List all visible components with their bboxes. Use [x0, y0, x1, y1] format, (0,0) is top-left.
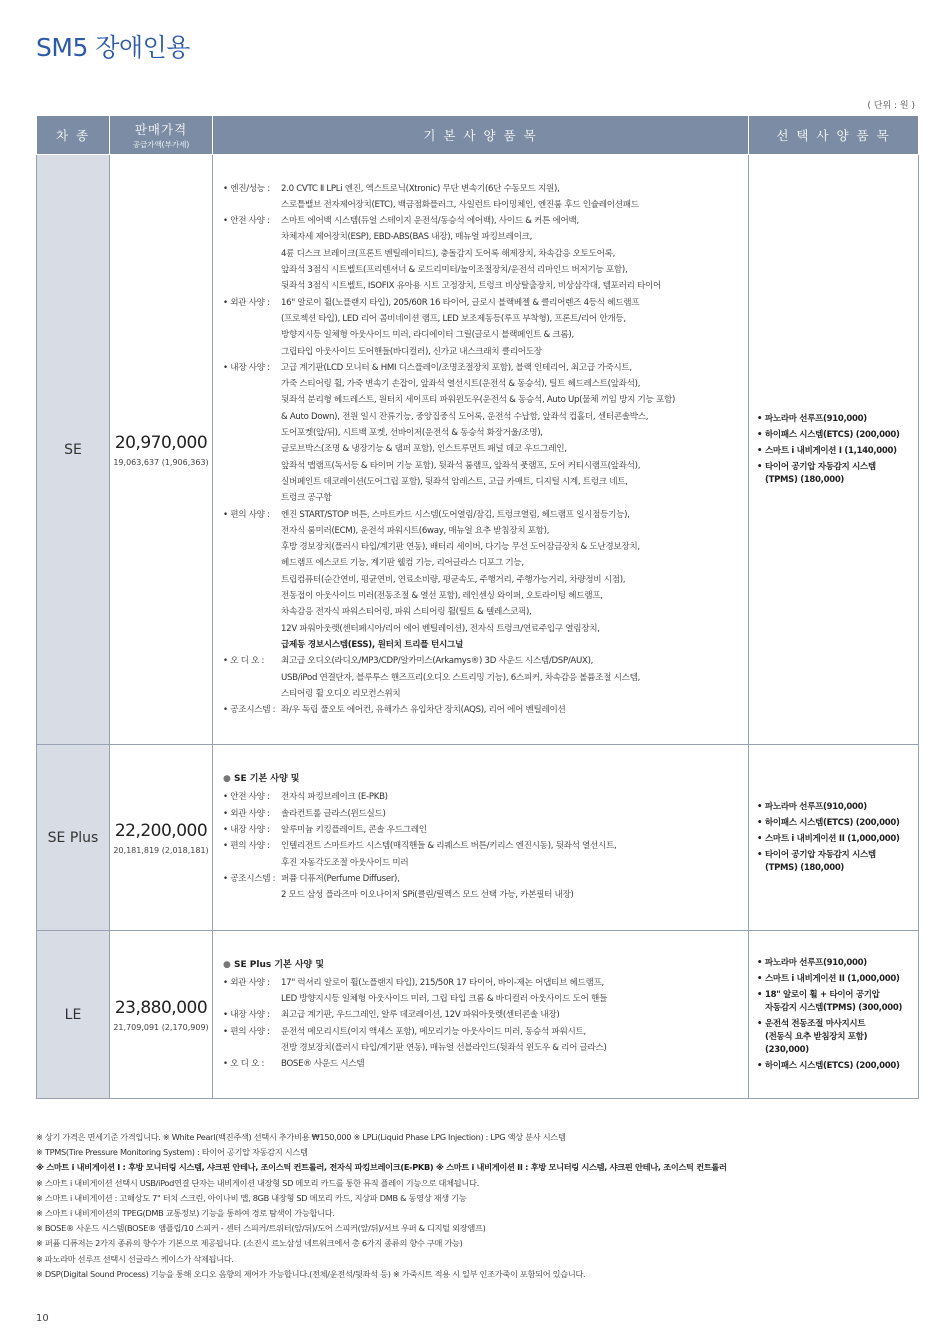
basic-spec-cell [213, 931, 749, 1099]
spec-group [223, 822, 740, 838]
spec-line: 고급 계기판(LCD 모니터 & HMI 디스플레이/조명조절장치 포함), 블랙 인테리어, 최고급 가죽시트, [281, 362, 632, 373]
spec-line: 차속감응 전자식 파워스티어링, 파워 스티어링 휠(틸트 & 텔레스코픽), [281, 607, 532, 618]
sale-price: 22,200,000 [114, 820, 208, 841]
option-item [757, 817, 912, 830]
footnote: ※ 상기 가격은 면세기준 가격입니다. ※ White Pearl(백진주색) 선택시 추가비용 ₩150,000 ※ LPLi(Liquid Phase LPG Injection) : LPG 액상 분사 시스템 [36, 1132, 566, 1142]
option-line: (TPMS) (180,000) [765, 474, 845, 485]
spec-line: 방향지시등 일체형 아웃사이드 미러, 라디에이터 그릴(글로시 블랙페인트 & 크롬), [281, 330, 574, 341]
basic-heading [223, 957, 740, 974]
option-line: • 스마트 i 내비게이션 I (1,140,000) [765, 445, 897, 456]
spec-line: 퍼퓸 디퓨저(Perfume Diffuser), [281, 873, 400, 884]
spec-line: 앞좌석 맵램프(독서등 & 타이머 기능 포함), 뒷좌석 룸램프, 앞좌석 풋램프, 도어 커티시램프(앞좌석), [281, 460, 641, 471]
option-item [757, 1060, 912, 1073]
spec-group-label: • 외관 사양 : [223, 977, 270, 988]
spec-group [223, 213, 740, 294]
header-price [110, 116, 213, 155]
option-item [757, 445, 912, 458]
option-line: • 스마트 i 내비게이션 II (1,000,000) [765, 973, 900, 984]
spec-group-label: • 엔진/성능 : [223, 183, 270, 194]
spec-group-label: • 오 디 오 : [223, 656, 265, 667]
option-line: (TPMS) (180,000) [765, 862, 845, 873]
footnote: ※ 퍼퓸 디퓨저는 2가지 종류의 향수가 기본으로 제공됩니다. (소진시 르노삼성 네트워크에서 총 6가지 종류의 향수 구매 가능) [36, 1238, 463, 1249]
spec-line: 전동접이 아웃사이드 미러(전동조절 & 열선 포함), 레인센싱 와이퍼, 오토라이팅 헤드램프, [281, 591, 603, 602]
spec-line: 가죽 스티어링 휠, 가죽 변속기 손잡이, 앞좌석 열선시트(운전석 & 동승석), 틸트 헤드레스트(앞좌석), [281, 379, 641, 390]
option-line: • 타이어 공기압 자동감지 시스템 [765, 461, 876, 472]
trim-name: SE [37, 155, 110, 745]
option-item [757, 1018, 912, 1057]
option-line: 자동감지 시스템(TPMS) (300,000) [765, 1002, 903, 1013]
spec-line: 후방 경보장치(플러시 타입/계기판 연동), 배터리 세이버, 다기능 무선 도어잠금장치 & 도난경보장치, [281, 542, 640, 553]
bullet-icon: ● [223, 959, 234, 970]
footnotes [36, 1130, 916, 1282]
spec-line: 12V 파워아웃렛(센터페시아/리어 에어 벤틸레이션), 전자식 트렁크/연료주입구 열림장치, [281, 623, 600, 634]
option-cell [749, 745, 919, 931]
page-number: 10 [36, 1313, 49, 1324]
spec-line: 엔진 START/STOP 버튼, 스마트카드 시스템(도어열림/잠김, 트렁크열림, 헤드램프 일시점등기능), [281, 509, 630, 520]
spec-group [223, 295, 740, 360]
spec-group-label: • 내장 사양 : [223, 825, 270, 836]
spec-line: 16" 알로이 휠(노플랜지 타입), 205/60R 16 타이어, 글로시 블랙베젤 & 클리어렌즈 4등식 헤드램프 [281, 297, 640, 308]
footnote: ※ 스마트 i 내비게이션의 TPEG(DMB 교통정보) 기능을 통하여 경로 탐색이 가능합니다. [36, 1208, 335, 1219]
spec-group [223, 838, 740, 871]
footnote: ※ 스마트 i 내비게이션 : 고해상도 7" 터치 스크린, 아이나비 맵, 8GB 내장형 SD 메모리 카드, 지상파 DMB & 동영상 재생 기능 [36, 1192, 467, 1203]
sale-price: 20,970,000 [114, 432, 208, 453]
footnote: ※ BOSE® 사운드 시스템(BOSE® 앰플립/10 스피커 - 센터 스피커/트위터(앞/뒤)/도어 스피커(앞/뒤)/서브 우퍼 & 디지털 외장앰프) [36, 1223, 486, 1234]
spec-group-label: • 안전 사양 : [223, 216, 270, 227]
spec-group [223, 871, 740, 904]
option-item [757, 973, 912, 986]
supply-price: 21,709,091 (2,170,909) [113, 1022, 209, 1032]
spec-group-label: • 공조시스템 : [223, 705, 276, 716]
option-line: • 스마트 i 내비게이션 II (1,000,000) [765, 833, 900, 844]
spec-group [223, 975, 740, 1008]
spec-line: 4륜 디스크 브레이크(프론트 벤틸레이티드), 충돌감지 도어록 해제장치, 차속감응 오토도어록, [281, 248, 616, 259]
supply-price: 20,181,819 (2,018,181) [113, 845, 209, 855]
option-item [757, 413, 912, 426]
footnote: ※ 파노라마 선루프 선택시 선글라스 케이스가 삭제됩니다. [36, 1253, 234, 1264]
spec-group [223, 806, 740, 822]
spec-group [223, 1007, 740, 1023]
option-cell [749, 155, 919, 745]
option-line: • 파노라마 선루프(910,000) [765, 957, 867, 968]
footnote: ※ DSP(Digital Sound Process) 기능을 통해 오디오 음향의 제어가 가능합니다.(전체/운전석/뒷좌석 등) ※ 가죽시트 적용 시 일부 인조가죽이 포함되어 있습니다. [36, 1268, 586, 1279]
spec-group-label: • 공조시스템 : [223, 873, 276, 884]
spec-line: 뒷좌석 분리형 헤드레스트, 원터치 세이프티 파워윈도우(운전석 & 동승석, Auto Up(물체 끼임 방지 기능 포함) [281, 395, 675, 406]
spec-line: BOSE® 사운드 시스템 [281, 1059, 365, 1070]
header-options: 선 택 사 양 품 목 [749, 116, 919, 155]
bullet-icon: ● [223, 774, 234, 785]
spec-line: 앞좌석 3점식 시트벨트(프리텐셔너 & 로드리미터/높이조절장치/운전석 리마인드 버저기능 포함), [281, 265, 628, 276]
spec-line: 2 모드 삼성 플라즈마 이오나이저 SPi(클린/릴렉스 모드 선택 가능, 카본필터 내장) [281, 890, 574, 901]
spec-group-label: • 오 디 오 : [223, 1059, 265, 1070]
option-item [757, 801, 912, 814]
spec-group-label: • 안전 사양 : [223, 792, 270, 803]
spec-line: 2.0 CVTC Ⅱ LPLi 엔진, 엑스트로닉(Xtronic) 무단 변속기(6단 수동모드 지원), [281, 183, 560, 194]
option-item [757, 429, 912, 442]
spec-line: 스로틀밸브 전자제어장치(ETC), 백금점화플러그, 사일런트 타이밍체인, 엔진룸 후드 인슐레이션패드 [281, 199, 639, 210]
spec-group-label: • 편의 사양 : [223, 1026, 270, 1037]
spec-line: 헤드램프 에스코트 기능, 계기판 웰컴 기능, 리어글라스 디포그 기능, [281, 558, 524, 569]
spec-group [223, 507, 740, 654]
spec-line: 인텔리전트 스마트카드 시스템(매직핸들 & 리퀘스트 버튼/키리스 엔진시동), 뒷좌석 열선시트, [281, 841, 617, 852]
basic-heading-text: SE Plus 기본 사양 및 [234, 959, 325, 970]
trim-name: SE Plus [37, 745, 110, 931]
spec-group [223, 789, 740, 805]
spec-group-label: • 내장 사양 : [223, 1010, 270, 1021]
footnote: ※ 스마트 i 내비게이션 선택시 USB/iPod연결 단자는 내비게이션 내장형 SD 메모리 카드를 통한 뮤직 플레이 기능으로 대체됩니다. [36, 1177, 479, 1188]
spec-line: (프로젝션 타입), LED 리어 콤비네이션 램프, LED 보조제동등(루프 부착형), 프론트/리어 안개등, [281, 313, 626, 324]
spec-table [36, 115, 919, 1099]
spec-line: 후진 자동각도조절 아웃사이드 미러 [281, 857, 409, 868]
unit-label: ( 단위 : 원 ) [867, 101, 915, 111]
spec-line: 전방 경보장치(플러시 타입/계기판 연동), 매뉴얼 선블라인드(뒷좌석 윈도우 & 리어 글라스) [281, 1042, 607, 1053]
price-cell [110, 155, 213, 745]
spec-line: LED 방향지시등 일체형 아웃사이드 미러, 그립 타입 크롬 & 바디컬러 아웃사이드 도어 핸들 [281, 993, 608, 1004]
spec-line: 뒷좌석 3점식 시트벨트, ISOFIX 유아용 시트 고정장치, 트렁크 비상탈출장치, 비상삼각대, 템포러리 타이어 [281, 281, 662, 292]
trim-name: LE [37, 931, 110, 1099]
spec-line: 알루미늄 키킹플레이트, 콘솔 우드그레인 [281, 825, 427, 836]
spec-line: & Auto Down), 전원 일시 잔류기능, 중앙집중식 도어록, 운전석 수납함, 앞좌석 컵홀더, 센터콘솔박스, [281, 411, 649, 422]
spec-group-label: • 외관 사양 : [223, 808, 270, 819]
spec-group [223, 702, 740, 718]
spec-line: 그립타입 아웃사이드 도어핸들(바디컬러), 신가교 내스크래치 클리어도장 [281, 346, 542, 357]
option-item [757, 849, 912, 875]
option-item [757, 461, 912, 487]
basic-heading [223, 771, 740, 788]
spec-group [223, 1024, 740, 1057]
spec-group-label: • 편의 사양 : [223, 841, 270, 852]
option-line: • 하이패스 시스템(ETCS) (200,000) [765, 1060, 900, 1071]
table-header-row [37, 116, 919, 155]
spec-group-label: • 내장 사양 : [223, 362, 270, 373]
spec-line: 트렁크 공구함 [281, 493, 332, 504]
spec-group [223, 653, 740, 702]
option-line: • 하이패스 시스템(ETCS) (200,000) [765, 817, 900, 828]
spec-line: 솔라컨트롤 글라스(윈드실드) [281, 808, 386, 819]
option-line: • 파노라마 선루프(910,000) [765, 801, 867, 812]
spec-group-label: • 외관 사양 : [223, 297, 270, 308]
spec-line: 실버페인트 데코레이션(도어그립 포함), 뒷좌석 암레스트, 고급 카매트, 디지털 시계, 트렁크 네트, [281, 476, 628, 487]
option-line: • 운전석 전동조절 마사지시트 [765, 1018, 866, 1029]
sale-price: 23,880,000 [114, 997, 208, 1018]
option-item [757, 833, 912, 846]
spec-group [223, 181, 740, 214]
spec-line: 운전석 메모리시트(이지 액세스 포함), 메모리기능 아웃사이드 미러, 동승석 파워시트, [281, 1026, 586, 1037]
header-price-label: 판매가격 [134, 122, 188, 137]
spec-line: USB/iPod 연결단자, 블루투스 핸즈프리(오디오 스트리밍 기능), 6스피커, 차속감응 볼륨조절 시스템, [281, 672, 641, 683]
spec-line: 전자식 파킹브레이크 (E-PKB) [281, 792, 388, 803]
option-cell [749, 931, 919, 1099]
spec-line: 트립컴퓨터(순간연비, 평균연비, 연료소비량, 평균속도, 주행거리, 주행가능거리, 차량정비 시점), [281, 574, 626, 585]
option-item [757, 989, 912, 1015]
option-line: • 타이어 공기압 자동감지 시스템 [765, 849, 876, 860]
option-line: • 하이패스 시스템(ETCS) (200,000) [765, 429, 900, 440]
spec-line: 글로브박스(조명 & 냉장기능 & 댐퍼 포함), 인스트루먼트 패널 데코 우드그레인, [281, 444, 567, 455]
price-cell [110, 745, 213, 931]
option-item [757, 957, 912, 970]
header-trim: 차 종 [37, 116, 110, 155]
table-row [37, 745, 919, 931]
spec-line: 스마트 에어백 시스템(듀얼 스테이지 운전석/동승석 에어백), 사이드 & 커튼 에어백, [281, 216, 579, 227]
table-row [37, 931, 919, 1099]
spec-line: 최고급 계기판, 우드그레인, 알루 데코레이션, 12V 파워아웃렛(센터콘솔 내장) [281, 1010, 560, 1021]
option-line: • 파노라마 선루프(910,000) [765, 413, 867, 424]
spec-line: 차체자세 제어장치(ESP), EBD-ABS(BAS 내장), 매뉴얼 파킹브레이크, [281, 232, 533, 243]
basic-spec-cell [213, 745, 749, 931]
spec-line: 도어포켓(앞/뒤), 시트백 포켓, 선바이저(운전석 & 동승석 화장거울/조명), [281, 428, 543, 439]
table-row [37, 155, 919, 745]
spec-line: 급제동 경보시스템(ESS), 원터치 트리플 턴시그널 [281, 639, 463, 650]
spec-line: 17" 럭셔리 알로이 휠(노플랜지 타입), 215/50R 17 타이어, 바이-제논 어댑티브 헤드램프, [281, 977, 604, 988]
spec-line: 최고급 오디오(라디오/MP3/CDP/알카미스(Arkamys®) 3D 사운드 시스템/DSP/AUX), [281, 656, 594, 667]
option-line: (230,000) [765, 1044, 809, 1055]
footnote: ※ 스마트 i 내비게이션 I : 후방 모니터링 시스템, 샤크핀 안테나, 조이스틱 컨트롤러, 전자식 파킹브레이크(E-PKB) ※ 스마트 i 내비게이션 II : 후방 모니터링 시스템, 샤크핀 안테나, 조이스틱 컨트롤러 [36, 1162, 727, 1173]
spec-line: 스티어링 휠 오디오 리모컨스위치 [281, 688, 401, 699]
option-line: • 18" 알로이 휠 + 타이어 공기압 [765, 989, 880, 1000]
footnote: ※ TPMS(Tire Pressure Monitoring System) : 타이어 공기압 자동감지 시스템 [36, 1147, 308, 1158]
supply-price: 19,063,637 (1,906,363) [113, 457, 209, 467]
header-price-sub: 공급가액(부가세) [132, 140, 190, 149]
spec-group-label: • 편의 사양 : [223, 509, 270, 520]
spec-line: 전자식 룸미러(ECM), 운전석 파워시트(6way, 매뉴얼 요추 받침장치 포함), [281, 525, 550, 536]
header-basic: 기 본 사 양 품 목 [213, 116, 749, 155]
spec-group [223, 360, 740, 507]
option-line: (전동식 요추 받침장치 포함) [765, 1031, 868, 1042]
basic-heading-text: SE 기본 사양 및 [234, 774, 300, 785]
spec-group [223, 1056, 740, 1072]
basic-spec-cell [213, 155, 749, 745]
price-cell [110, 931, 213, 1099]
spec-line: 좌/우 독립 풀오토 에어컨, 유해가스 유입차단 장치(AQS), 리어 에어 벤틸레이션 [281, 705, 566, 716]
page-title: SM5 장애인용 [36, 33, 190, 62]
